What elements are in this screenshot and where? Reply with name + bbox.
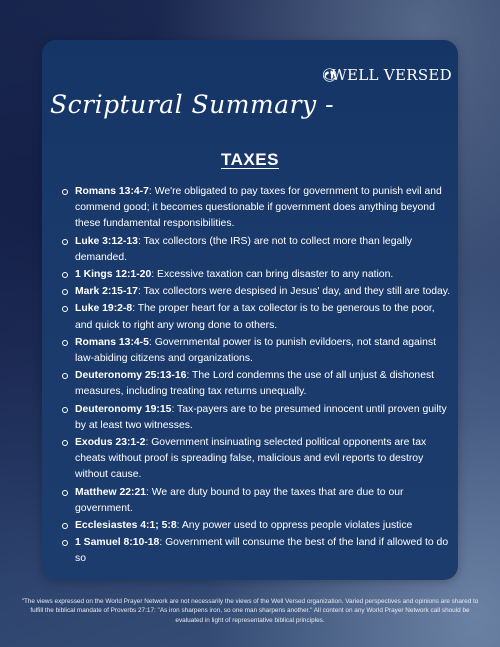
list-item bbox=[60, 335, 452, 367]
verse-reference: Deuteronomy 25:13-16 bbox=[75, 370, 187, 382]
list-item bbox=[60, 234, 452, 266]
list-item bbox=[60, 368, 452, 400]
list-item bbox=[60, 485, 452, 517]
verse-reference: Romans 13:4-5 bbox=[75, 336, 149, 348]
list-item bbox=[60, 518, 452, 534]
summary-title: Scriptural Summary - bbox=[50, 90, 335, 119]
verse-summary: : Any power used to oppress people violates justice bbox=[176, 520, 413, 532]
verse-summary: : We're obligated to pay taxes for government to punish evil and commend good; it becomes questionable if government does anything beyond these fundamental responsibilities. bbox=[75, 186, 442, 230]
verse-summary: : Government insinuating selected political opponents are tax cheats without proof is spreading false, malicious and evil reports to destroy without cause. bbox=[75, 437, 427, 481]
list-item bbox=[60, 535, 452, 567]
verse-summary: : Tax-payers are to be presumed innocent until proven guilty by at least two witnesses. bbox=[75, 403, 447, 431]
verse-reference: Romans 13:4-7 bbox=[75, 186, 149, 197]
verse-summary: : Tax collectors (the IRS) are not to collect more than legally demanded. bbox=[75, 235, 413, 263]
footer-disclaimer: "The views expressed on the World Prayer Network are not necessarily the views of the Well Versed organization. Varied perspectives and opinions are shared to fulfill the biblical mandate of Proverbs 27:17: "As iron sharpens iron, so one man sharpens another." All content on any World Prayer Network call should be evaluated in light of representative biblical principles. bbox=[21, 598, 479, 624]
verse-reference: Exodus 23:1-2 bbox=[75, 437, 146, 449]
well-versed-logo bbox=[322, 55, 452, 95]
list-item bbox=[60, 435, 452, 484]
verse-summary: : Government will consume the best of the land if allowed to do so bbox=[75, 537, 449, 565]
verse-reference: Matthew 22:21 bbox=[75, 486, 147, 498]
verse-summary: : Governmental power is to punish evildoers, not stand against law-abiding citizens and organizations. bbox=[75, 336, 436, 365]
list-item bbox=[60, 267, 452, 283]
verse-reference: Ecclesiastes 4:1; 5:8 bbox=[75, 520, 177, 532]
verse-list bbox=[60, 184, 452, 569]
list-item bbox=[60, 301, 452, 333]
verse-reference: Luke 3:12-13 bbox=[75, 235, 138, 247]
verse-summary: : The Lord condemns the use of all unjust & dishonest measures, including treating tax returns unequally. bbox=[75, 370, 435, 398]
list-item bbox=[60, 402, 452, 434]
verse-summary: : Tax collectors were despised in Jesus' day, and they still are today. bbox=[137, 286, 451, 298]
verse-summary: : The proper heart for a tax collector is to be generous to the poor, and quick to right any wrong done to others. bbox=[75, 303, 435, 331]
verse-reference: Deuteronomy 19:15 bbox=[75, 403, 172, 415]
topic-heading bbox=[0, 150, 500, 170]
topic-title: TAXES bbox=[221, 150, 279, 169]
verse-reference: 1 Kings 12:1-20 bbox=[75, 269, 152, 281]
verse-reference: Mark 2:15-17 bbox=[75, 286, 138, 298]
logo-wordmark: WELL VERSED bbox=[331, 66, 452, 84]
verse-summary: : Excessive taxation can bring disaster to any nation. bbox=[151, 269, 394, 281]
verse-reference: Luke 19:2-8 bbox=[75, 303, 133, 315]
verse-reference: 1 Samuel 8:10-18 bbox=[75, 537, 160, 549]
list-item bbox=[60, 284, 452, 300]
verse-summary: : We are duty bound to pay the taxes that are due to our government. bbox=[75, 486, 404, 514]
list-item bbox=[60, 184, 452, 233]
